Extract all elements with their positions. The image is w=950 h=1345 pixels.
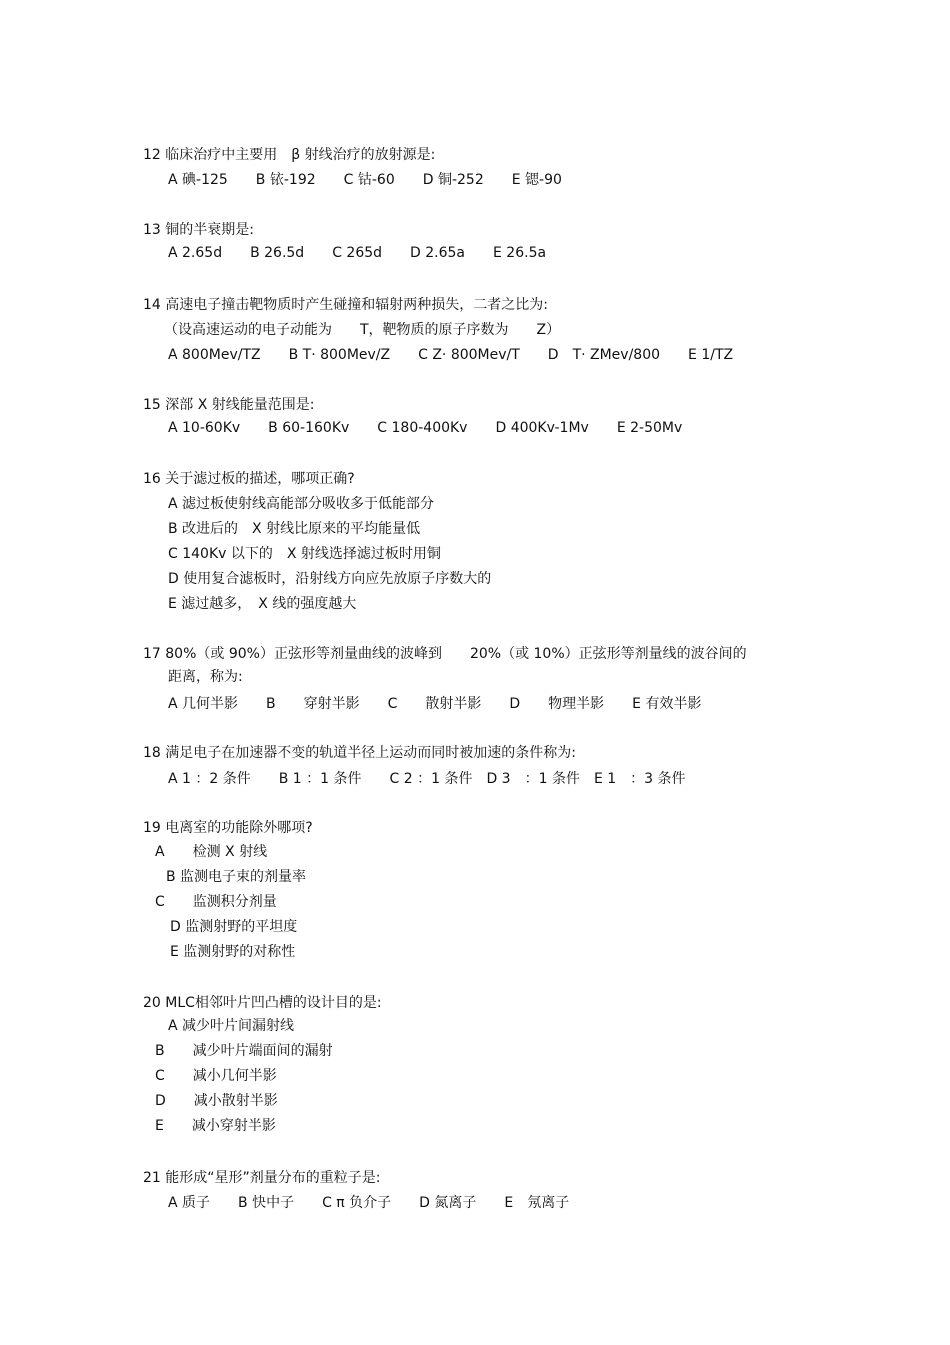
question-19-option-b: B 监测电子束的剂量率 [166,869,307,885]
question-16-option-e: E 滤过越多， X 线的强度越大 [168,596,357,612]
question-12-stem: 12 临床治疗中主要用 β 射线治疗的放射源是: [143,147,436,163]
question-19-option-c: C 监测积分剂量 [155,894,277,910]
question-21-options: A 质子 B 快中子 C π 负介子 D 氮离子 E 氖离子 [168,1195,570,1211]
question-17-stem: 17 80%（或 90%）正弦形等剂量曲线的波峰到 20%（或 10%）正弦形等剂量线的波谷间的 [143,646,747,662]
question-20-option-b: B 减少叶片端面间的漏射 [155,1043,333,1059]
question-16-option-b: B 改进后的 X 射线比原来的平均能量低 [168,521,421,537]
question-13-stem: 13 铜的半衰期是: [143,222,254,238]
question-16-option-d: D 使用复合滤板时，沿射线方向应先放原子序数大的 [168,571,492,587]
question-18-stem: 18 满足电子在加速器不变的轨道半径上运动而同时被加速的条件称为: [143,745,576,761]
question-16-option-c: C 140Kv 以下的 X 射线选择滤过板时用铜 [168,546,441,562]
question-17-stem-cont: 距离，称为: [168,669,243,685]
question-19-option-e: E 监测射野的对称性 [170,944,296,960]
question-20-option-a: A 减少叶片间漏射线 [168,1018,295,1034]
question-12-options: A 碘-125 B 铱-192 C 钴-60 D 铜-252 E 锶-90 [168,172,562,188]
question-19-stem: 19 电离室的功能除外哪项? [143,820,313,836]
question-13-options: A 2.65d B 26.5d C 265d D 2.65a E 26.5a [168,245,547,261]
question-20-stem: 20 MLC相邻叶片凹凸槽的设计目的是: [143,995,382,1011]
question-17-options: A 几何半影 B 穿射半影 C 散射半影 D 物理半影 E 有效半影 [168,696,702,712]
question-19-option-d: D 监测射野的平坦度 [170,919,298,935]
question-19-option-a: A 检测 X 射线 [155,844,268,860]
question-21-stem: 21 能形成“星形”剂量分布的重粒子是: [143,1170,381,1186]
question-20-option-e: E 减小穿射半影 [155,1118,276,1134]
question-14-note: （设高速运动的电子动能为 T，靶物质的原子序数为 Z） [164,322,561,338]
question-15-stem: 15 深部 X 射线能量范围是: [143,397,315,413]
question-14-options: A 800Mev/TZ B T· 800Mev/Z C Z· 800Mev/T D T· ZMev/800 E 1/TZ [168,347,734,363]
question-20-option-c: C 减小几何半影 [155,1068,277,1084]
question-16-option-a: A 滤过板使射线高能部分吸收多于低能部分 [168,496,435,512]
question-20-option-d: D 减小散射半影 [155,1093,278,1109]
question-14-stem: 14 高速电子撞击靶物质时产生碰撞和辐射两种损失，二者之比为: [143,297,548,313]
question-16-stem: 16 关于滤过板的描述，哪项正确? [143,471,355,487]
question-18-options: A 1 ：2 条件 B 1 ：1 条件 C 2 ：1 条件 D 3 ：1 条件 E 1 ：3 条件 [168,771,686,787]
question-15-options: A 10-60Kv B 60-160Kv C 180-400Kv D 400Kv-1Mv E 2-50Mv [168,420,683,436]
